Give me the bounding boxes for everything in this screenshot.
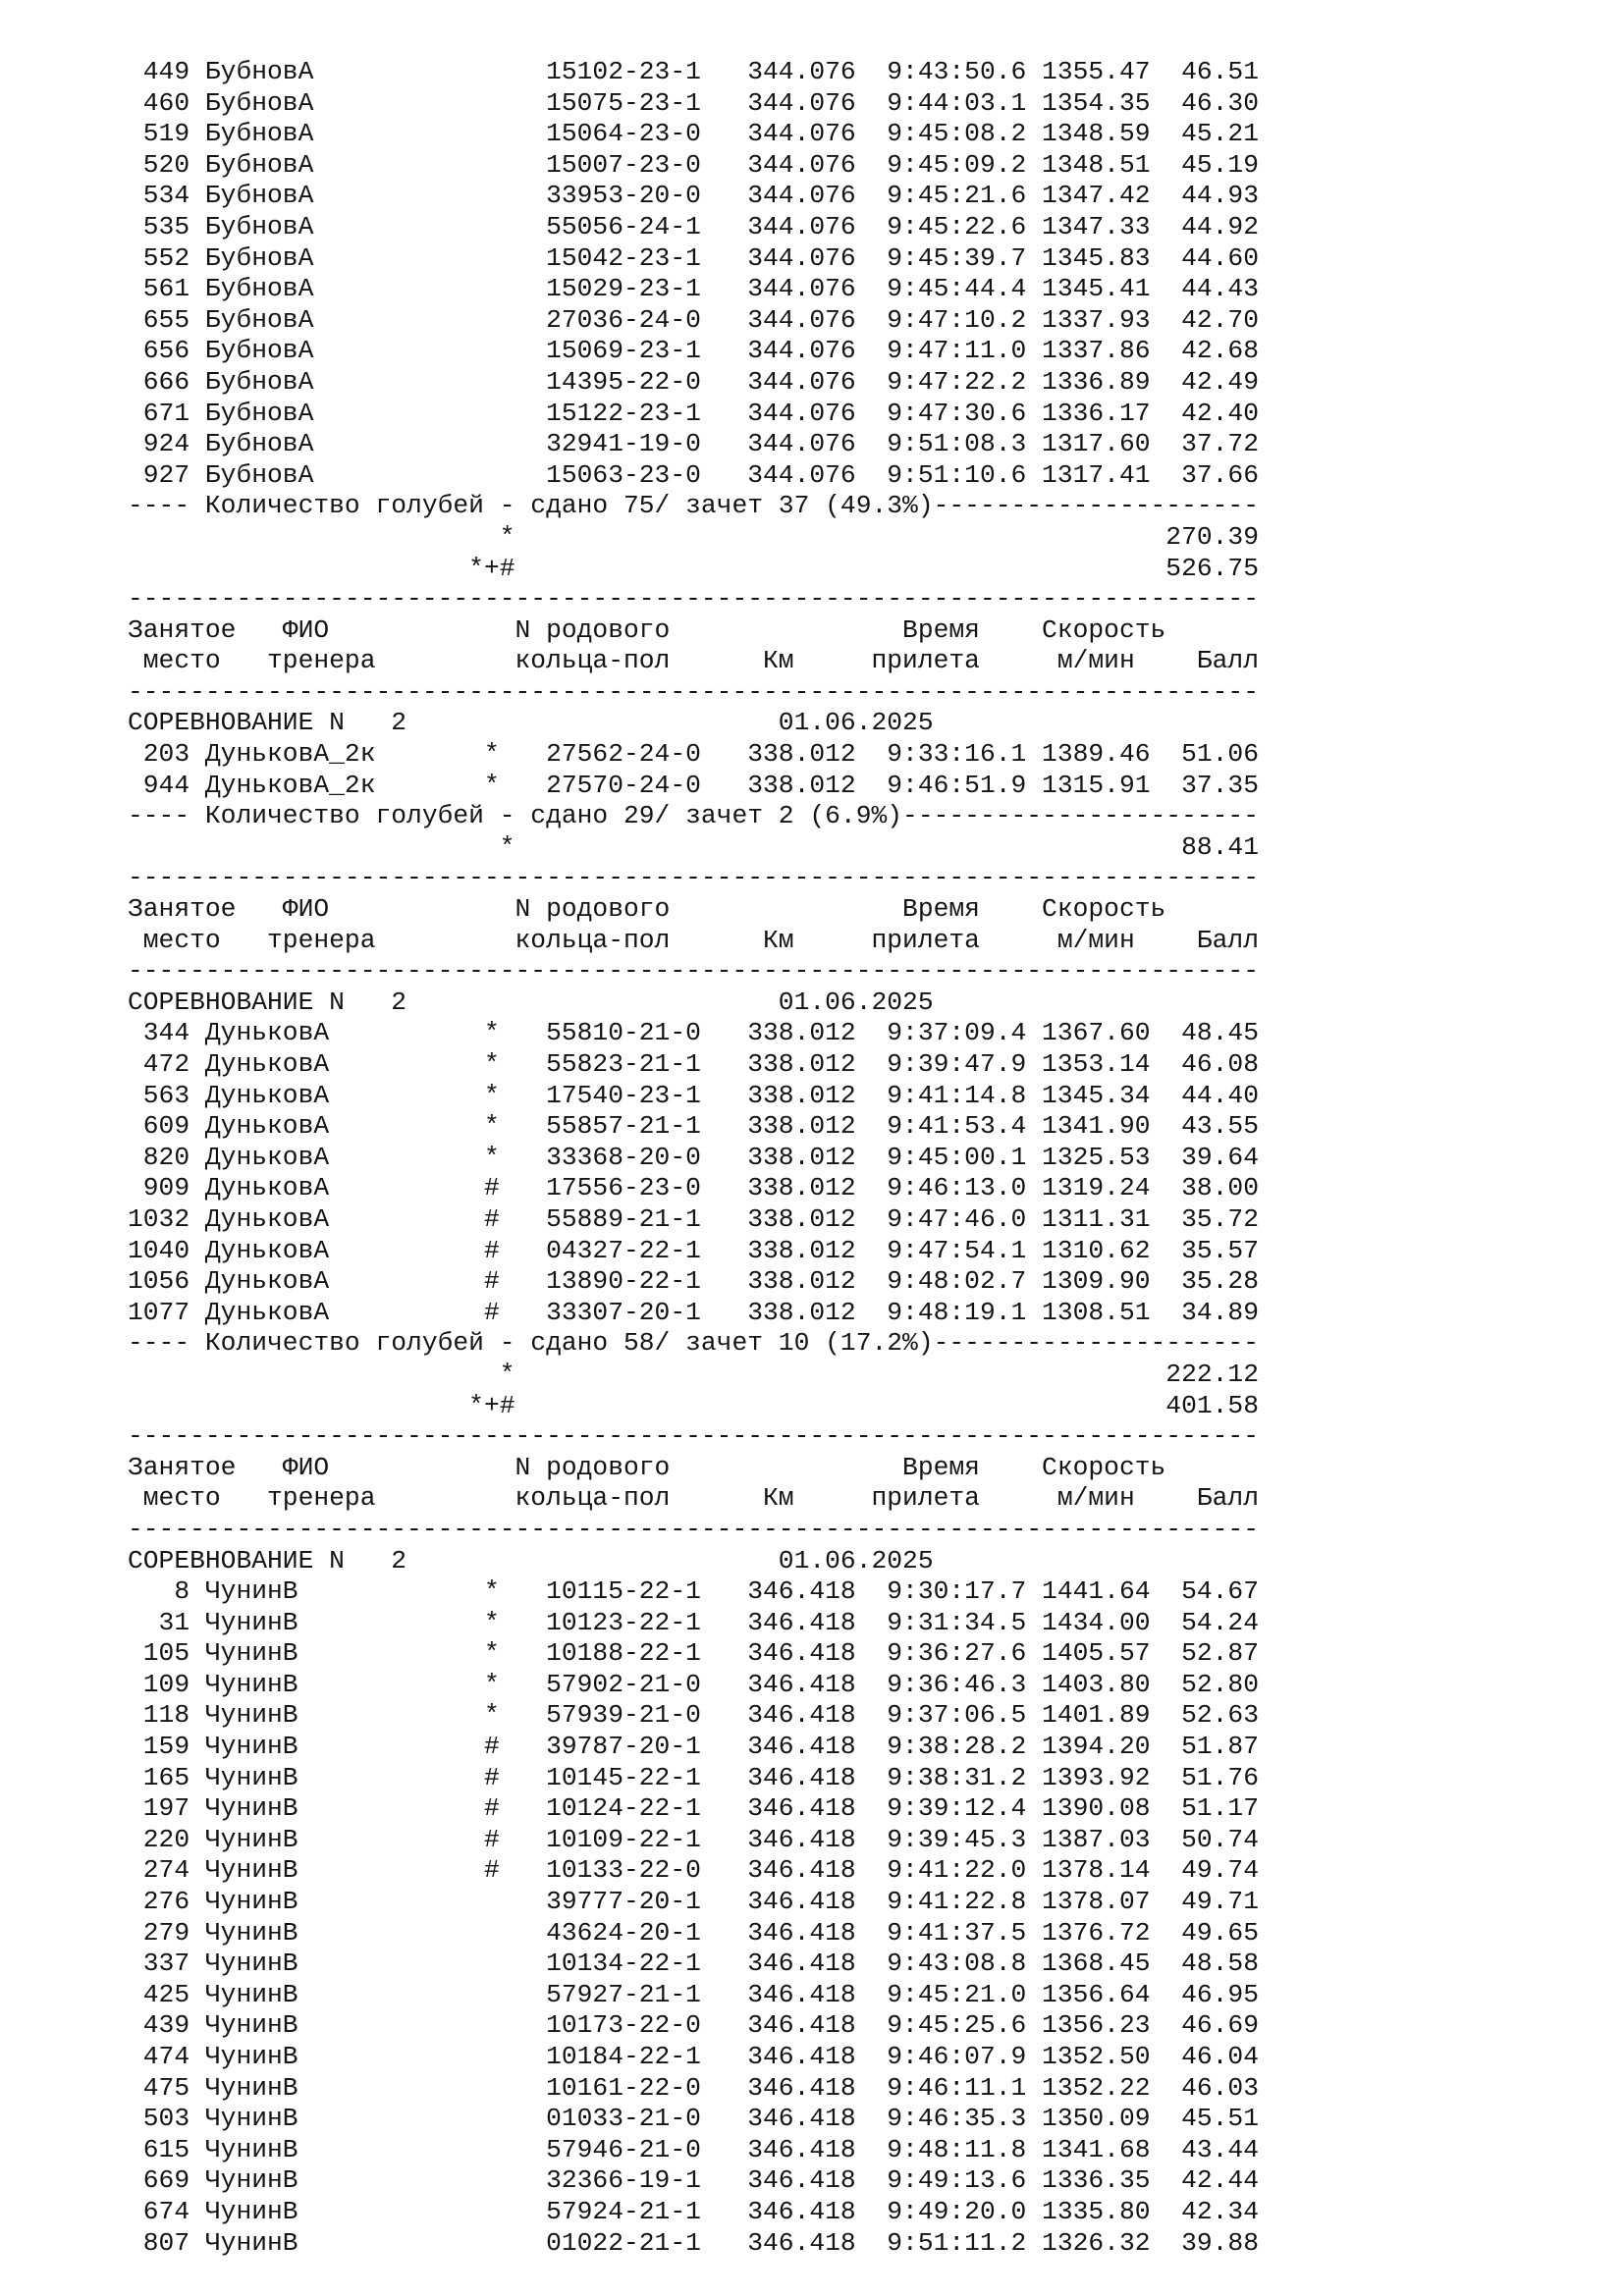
result-row: 655 БубновА 27036-24-0 344.076 9:47:10.2 1337.93 42.70: [128, 304, 1259, 335]
result-row: 474 ЧунинВ 10184-22-1 346.418 9:46:07.9 1352.50 46.04: [128, 2042, 1259, 2071]
result-row: 274 ЧунинВ # 10133-22-0 346.418 9:41:22.0 1378.14 49.74: [128, 1855, 1259, 1886]
result-row: 460 БубновА 15075-23-1 344.076 9:44:03.1 1354.35 46.30: [128, 87, 1259, 118]
result-row: 8 ЧунинВ * 10115-22-1 346.418 9:30:17.7 1441.64 54.67: [128, 1576, 1259, 1607]
column-header-row-2: место тренера кольца-пол Км прилета м/мин Балл: [128, 1483, 1259, 1514]
result-row: 924 БубновА 32941-19-0 344.076 9:51:08.3 1317.60 37.72: [128, 429, 1259, 459]
result-row: 475 ЧунинВ 10161-22-0 346.418 9:46:11.1 1352.22 46.03: [128, 2072, 1259, 2103]
result-row: 279 ЧунинВ 43624-20-1 346.418 9:41:37.5 1376.72 49.65: [128, 1917, 1259, 1948]
result-row: 118 ЧунинВ * 57939-21-0 346.418 9:37:06.5 1401.89 52.63: [128, 1700, 1259, 1731]
result-row: 535 БубновА 55056-24-1 344.076 9:45:22.6 1347.33 44.92: [128, 211, 1259, 241]
result-row: 615 ЧунинВ 57946-21-0 346.418 9:48:11.8 1341.68 43.44: [128, 2134, 1259, 2164]
result-row: 1056 ДуньковА # 13890-22-1 338.012 9:48:02.7 1309.90 35.28: [128, 1266, 1259, 1297]
column-header-row-2: место тренера кольца-пол Км прилета м/мин Балл: [128, 925, 1259, 955]
divider: -------------------------------------------------------------------------: [128, 956, 1259, 987]
total-line: * 88.41: [128, 831, 1259, 862]
competition-title: СОРЕВНОВАНИЕ N 2 01.06.2025: [128, 987, 934, 1017]
result-row: 503 ЧунинВ 01033-21-0 346.418 9:46:35.3 1350.09 45.51: [128, 2104, 1259, 2134]
result-row: 165 ЧунинВ # 10145-22-1 346.418 9:38:31.2 1393.92 51.76: [128, 1762, 1259, 1792]
divider: -------------------------------------------------------------------------: [128, 676, 1259, 707]
total-line: * 270.39: [128, 521, 1259, 552]
result-row: 807 ЧунинВ 01022-21-1 346.418 9:51:11.2 1326.32 39.88: [128, 2227, 1259, 2258]
result-row: 276 ЧунинВ 39777-20-1 346.418 9:41:22.8 1378.07 49.71: [128, 1887, 1259, 1917]
result-row: 337 ЧунинВ 10134-22-1 346.418 9:43:08.8 1368.45 48.58: [128, 1949, 1259, 1979]
result-row: 552 БубновА 15042-23-1 344.076 9:45:39.7 1345.83 44.60: [128, 242, 1259, 273]
result-row: 197 ЧунинВ # 10124-22-1 346.418 9:39:12.4 1390.08 51.17: [128, 1793, 1259, 1824]
result-row: 1032 ДуньковА # 55889-21-1 338.012 9:47:46.0 1311.31 35.72: [128, 1203, 1259, 1234]
result-row: 472 ДуньковА * 55823-21-1 338.012 9:39:47.9 1353.14 46.08: [128, 1049, 1259, 1079]
result-row: 109 ЧунинВ * 57902-21-0 346.418 9:36:46.3 1403.80 52.80: [128, 1669, 1259, 1699]
result-row: 609 ДуньковА * 55857-21-1 338.012 9:41:53.4 1341.90 43.55: [128, 1111, 1259, 1142]
result-row: 1077 ДуньковА # 33307-20-1 338.012 9:48:19.1 1308.51 34.89: [128, 1297, 1259, 1327]
result-row: 105 ЧунинВ * 10188-22-1 346.418 9:36:27.6 1405.57 52.87: [128, 1638, 1259, 1669]
divider: -------------------------------------------------------------------------: [128, 863, 1259, 893]
divider: -------------------------------------------------------------------------: [128, 1421, 1259, 1452]
result-row: 674 ЧунинВ 57924-21-1 346.418 9:49:20.0 1335.80 42.34: [128, 2196, 1259, 2226]
column-header-row-2: место тренера кольца-пол Км прилета м/мин Балл: [128, 646, 1259, 676]
result-row: 1040 ДуньковА # 04327-22-1 338.012 9:47:54.1 1310.62 35.57: [128, 1235, 1259, 1265]
competition-title: СОРЕВНОВАНИЕ N 2 01.06.2025: [128, 1545, 934, 1575]
result-row: 563 ДуньковА * 17540-23-1 338.012 9:41:14.8 1345.34 44.40: [128, 1080, 1259, 1110]
group-summary: ---- Количество голубей - сдано 29/ зачет 2 (6.9%)-----------------------: [128, 801, 1259, 831]
result-row: 927 БубновА 15063-23-0 344.076 9:51:10.6 1317.41 37.66: [128, 459, 1259, 490]
result-row: 159 ЧунинВ # 39787-20-1 346.418 9:38:28.2 1394.20 51.87: [128, 1732, 1259, 1762]
result-row: 671 БубновА 15122-23-1 344.076 9:47:30.6 1336.17 42.40: [128, 398, 1259, 428]
total-line: *+# 526.75: [128, 553, 1259, 583]
result-row: 820 ДуньковА * 33368-20-0 338.012 9:45:00.1 1325.53 39.64: [128, 1142, 1259, 1172]
results-report: [128, 57, 1259, 2259]
result-row: 944 ДуньковА_2к * 27570-24-0 338.012 9:46:51.9 1315.91 37.35: [128, 770, 1259, 800]
result-row: 31 ЧунинВ * 10123-22-1 346.418 9:31:34.5 1434.00 54.24: [128, 1607, 1259, 1637]
result-row: 669 ЧунинВ 32366-19-1 346.418 9:49:13.6 1336.35 42.44: [128, 2165, 1259, 2196]
group-summary: ---- Количество голубей - сдано 58/ зачет 10 (17.2%)---------------------: [128, 1328, 1259, 1359]
column-header-row-1: Занятое ФИО N родового Время Скорость: [128, 614, 1166, 645]
result-row: 344 ДуньковА * 55810-21-0 338.012 9:37:09.4 1367.60 48.45: [128, 1018, 1259, 1048]
result-row: 439 ЧунинВ 10173-22-0 346.418 9:45:25.6 1356.23 46.69: [128, 2010, 1259, 2041]
total-line: *+# 401.58: [128, 1390, 1259, 1420]
result-row: 656 БубновА 15069-23-1 344.076 9:47:11.0 1337.86 42.68: [128, 336, 1259, 366]
group-summary: ---- Количество голубей - сдано 75/ зачет 37 (49.3%)---------------------: [128, 491, 1259, 521]
column-header-row-1: Занятое ФИО N родового Время Скорость: [128, 894, 1166, 925]
competition-title: СОРЕВНОВАНИЕ N 2 01.06.2025: [128, 708, 934, 738]
result-row: 534 БубновА 33953-20-0 344.076 9:45:21.6 1347.42 44.93: [128, 181, 1259, 211]
result-row: 666 БубновА 14395-22-0 344.076 9:47:22.2 1336.89 42.49: [128, 366, 1259, 397]
result-row: 561 БубновА 15029-23-1 344.076 9:45:44.4 1345.41 44.43: [128, 274, 1259, 304]
divider: -------------------------------------------------------------------------: [128, 584, 1259, 614]
column-header-row-1: Занятое ФИО N родового Время Скорость: [128, 1452, 1166, 1482]
result-row: 909 ДуньковА # 17556-23-0 338.012 9:46:13.0 1319.24 38.00: [128, 1173, 1259, 1203]
result-row: 220 ЧунинВ # 10109-22-1 346.418 9:39:45.3 1387.03 50.74: [128, 1824, 1259, 1854]
result-row: 520 БубновА 15007-23-0 344.076 9:45:09.2 1348.51 45.19: [128, 149, 1259, 180]
divider: -------------------------------------------------------------------------: [128, 1514, 1259, 1544]
result-row: 449 БубновА 15102-23-1 344.076 9:43:50.6 1355.47 46.51: [128, 57, 1259, 86]
result-row: 425 ЧунинВ 57927-21-1 346.418 9:45:21.0 1356.64 46.95: [128, 1979, 1259, 2009]
result-row: 203 ДуньковА_2к * 27562-24-0 338.012 9:33:16.1 1389.46 51.06: [128, 739, 1259, 770]
total-line: * 222.12: [128, 1359, 1259, 1389]
result-row: 519 БубновА 15064-23-0 344.076 9:45:08.2 1348.59 45.21: [128, 119, 1259, 149]
